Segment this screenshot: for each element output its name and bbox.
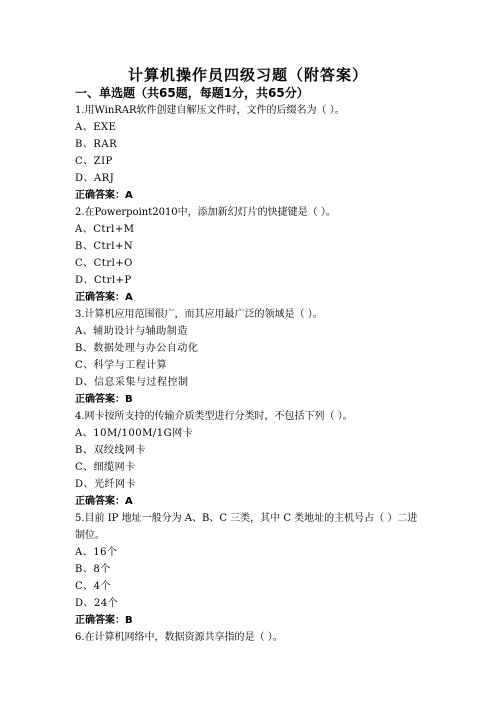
option: A、辅助设计与辅助制造 — [75, 326, 188, 337]
answer-line: 正确答案：A — [75, 190, 133, 201]
answer-line: 正确答案：A — [75, 496, 133, 507]
answer-line: 正确答案：A — [75, 292, 133, 303]
option: C、ZIP — [75, 156, 113, 167]
question-stem: 4.网卡按所支持的传输介质类型进行分类时，不包括下列（ ）。 — [75, 411, 353, 422]
option: A、16个 — [75, 547, 118, 558]
option: A、Ctrl+M — [75, 224, 135, 235]
question-stem: 1.用WinRAR软件创建自解压文件时，文件的后缀名为（ ）。 — [75, 105, 345, 116]
question-stem: 5.目前 IP 地址一般分为 A、B、C 三类，其中 C 类地址的主机号占（ ）二进制位。 — [75, 513, 418, 541]
option: C、Ctrl+O — [75, 258, 133, 269]
question-stem: 2.在Powerpoint2010中，添加新幻灯片的快捷键是（ ）。 — [75, 207, 336, 218]
option: B、RAR — [75, 139, 118, 150]
option: A、10M/100M/1G网卡 — [75, 428, 194, 439]
option: D、24个 — [75, 598, 119, 609]
question-list — [75, 102, 420, 646]
option: C、科学与工程计算 — [75, 360, 168, 371]
option: B、8个 — [75, 564, 111, 575]
question-stem: 3.计算机应用范围很广，而其应用最广泛的领域是（ ）。 — [75, 309, 323, 320]
answer-line: 正确答案：B — [75, 394, 133, 405]
option: B、双绞线网卡 — [75, 445, 146, 456]
document-title: 计算机操作员四级习题（附答案） — [127, 66, 368, 84]
option: B、数据处理与办公自动化 — [75, 343, 199, 354]
option: B、Ctrl+N — [75, 241, 134, 252]
option: A、EXE — [75, 122, 117, 133]
question-stem: 6.在计算机网络中，数据资源共享指的是（ ）。 — [75, 632, 283, 643]
option: D、光纤网卡 — [75, 479, 137, 490]
answer-line: 正确答案：B — [75, 615, 133, 626]
section-heading: 一、单选题（共65题，每题1分，共65分） — [75, 86, 309, 100]
option: C、4个 — [75, 581, 112, 592]
option: D、Ctrl+P — [75, 275, 132, 286]
option: D、ARJ — [75, 173, 115, 184]
option: C、细缆网卡 — [75, 462, 136, 473]
option: D、信息采集与过程控制 — [75, 377, 189, 388]
